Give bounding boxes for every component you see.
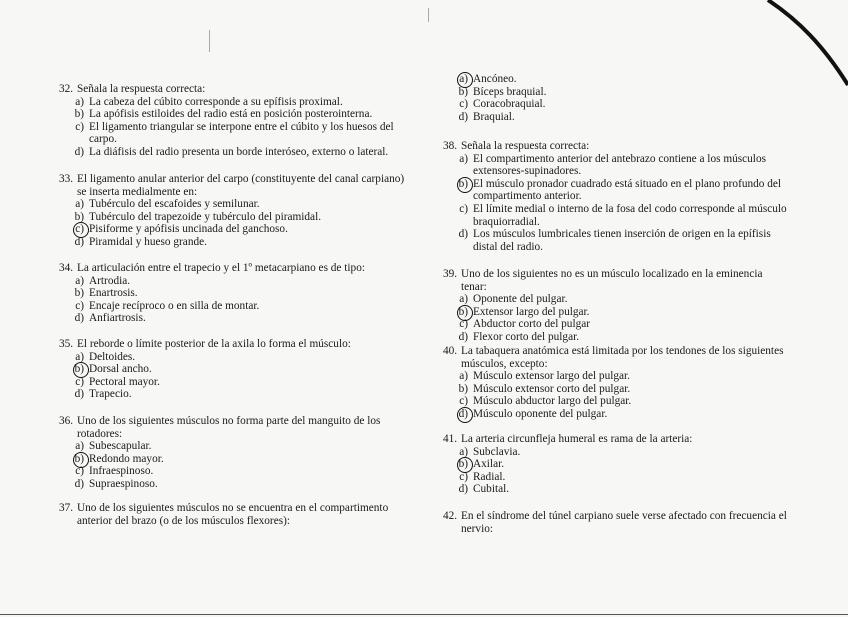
question-37 [59, 502, 409, 527]
option-text: Artrodia. [89, 274, 131, 287]
option-letter: a) [459, 293, 468, 306]
option-letter: d) [458, 110, 468, 123]
question-text: Uno de los siguientes músculos no se encuentra en el compartimento anterior del brazo (o de los músculos flexores): [77, 502, 389, 527]
question-33 [59, 173, 409, 249]
question-stem [443, 510, 788, 535]
option-letter: c) [75, 375, 84, 388]
question-stem [443, 140, 788, 153]
answer-option [453, 293, 788, 306]
question-number: 33. [59, 173, 74, 185]
option-letter: d) [74, 145, 84, 158]
option-letter: d) [74, 388, 84, 401]
option-letter: b) [453, 458, 473, 471]
question-number: 38. [443, 140, 458, 152]
answer-option-circled [453, 408, 788, 421]
answer-option [69, 236, 409, 249]
answer-option-circled [453, 178, 788, 203]
option-text: Tubérculo del trapezoide y tubérculo del piramidal. [89, 210, 322, 223]
option-text: Músculo abductor largo del pulgar. [473, 395, 632, 408]
option-text: Músculo oponente del pulgar. [473, 407, 608, 420]
option-text: Oponente del pulgar. [473, 293, 568, 306]
question-stem [59, 338, 409, 351]
option-letter: d) [74, 312, 84, 325]
option-letter: a) [459, 370, 468, 383]
answer-option-circled [69, 453, 409, 466]
option-letter: a) [75, 198, 84, 211]
option-text: Pectoral mayor. [89, 375, 160, 388]
option-text: Tubérculo del escafoides y semilunar. [89, 198, 260, 211]
option-text: Músculo extensor largo del pulgar. [473, 370, 630, 383]
option-letter: c) [459, 318, 468, 331]
option-text: Infraespinoso. [89, 465, 154, 478]
option-text: Abductor corto del pulgar [473, 318, 591, 331]
answer-option-circled [453, 73, 788, 86]
option-text: Redondo mayor. [89, 452, 164, 465]
option-text: Radial. [473, 470, 506, 483]
page-bottom-edge [0, 614, 848, 615]
option-text: Cubital. [473, 483, 510, 496]
answer-option [69, 465, 409, 478]
question-text: Uno de los siguientes músculos no forma parte del manguito de los rotadores: [77, 415, 381, 440]
question-32 [59, 83, 409, 159]
option-text: Flexor corto del pulgar. [473, 330, 580, 343]
option-letter: c) [75, 299, 84, 312]
answer-option [69, 300, 409, 313]
answer-option [69, 96, 409, 109]
answer-option [69, 275, 409, 288]
answer-option [453, 203, 788, 228]
question-text: En el síndrome del túnel carpiano suele verse afectado con frecuencia el nervio: [461, 510, 787, 535]
option-text: La apófisis estiloides del radio está en posición posterointerna. [89, 108, 373, 121]
scan-artifact [428, 8, 429, 22]
answer-option [69, 198, 409, 211]
option-letter: b) [74, 287, 84, 300]
option-text: Anfiartrosis. [89, 312, 146, 325]
option-text: La cabeza del cúbito corresponde a su epífisis proximal. [89, 95, 343, 108]
question-number: 40. [443, 345, 458, 357]
option-letter: b) [69, 453, 89, 466]
answer-option [453, 318, 788, 331]
question-text: La arteria circunfleja humeral es rama de la arteria: [461, 433, 693, 445]
question-stem [443, 345, 788, 370]
option-letter: a) [75, 350, 84, 363]
option-text: Encaje recíproco o en silla de montar. [89, 299, 260, 312]
answer-option [453, 383, 788, 396]
option-text: Braquial. [473, 110, 515, 123]
answer-option [69, 388, 409, 401]
answer-option [453, 370, 788, 383]
answer-option [453, 86, 788, 99]
option-letter: a) [75, 440, 84, 453]
question-text: El reborde o límite posterior de la axila lo forma el músculo: [77, 338, 351, 350]
question-stem [59, 83, 409, 96]
question-text: Señala la respuesta correcta: [77, 83, 206, 95]
option-text: Piramidal y hueso grande. [89, 235, 207, 248]
answer-option [69, 211, 409, 224]
question-number: 39. [443, 268, 458, 280]
option-letter: c) [459, 395, 468, 408]
option-letter: d) [453, 408, 473, 421]
option-letter: b) [453, 306, 473, 319]
answer-option-circled [69, 223, 409, 236]
option-text: Deltoides. [89, 350, 136, 363]
answer-option-circled [453, 306, 788, 319]
answer-option [69, 351, 409, 364]
option-letter: c) [69, 223, 89, 236]
answer-option [69, 146, 409, 159]
option-letter: b) [74, 210, 84, 223]
question-text: Uno de los siguientes no es un músculo localizado en la eminencia tenar: [461, 268, 763, 293]
option-letter: c) [459, 202, 468, 215]
question-39 [443, 268, 788, 344]
question-number: 36. [59, 415, 74, 427]
option-text: Bíceps braquial. [473, 85, 547, 98]
answer-option [453, 395, 788, 408]
option-letter: b) [69, 363, 89, 376]
answer-option [69, 312, 409, 325]
answer-option [453, 98, 788, 111]
option-letter: b) [453, 178, 473, 203]
answer-option [69, 376, 409, 389]
option-letter: a) [459, 152, 468, 165]
option-letter: c) [75, 120, 84, 133]
option-letter: d) [74, 477, 84, 490]
answer-option [453, 153, 788, 178]
question-number: 34. [59, 262, 74, 274]
question-stem [443, 268, 788, 293]
question-text: Señala la respuesta correcta: [461, 140, 590, 152]
option-text: El músculo pronador cuadrado está situado en el plano profundo del compartimento anterior. [473, 177, 782, 203]
answer-option [69, 108, 409, 121]
question-text: La tabaquera anatómica está limitada por los tendones de los siguientes músculos, excepto: [461, 345, 784, 370]
option-text: Enartrosis. [89, 287, 138, 300]
question-continued [443, 73, 788, 123]
question-number: 42. [443, 510, 458, 522]
option-text: Trapecio. [89, 388, 132, 401]
question-number: 37. [59, 502, 74, 514]
answer-option [69, 478, 409, 491]
option-text: Coracobraquial. [473, 98, 546, 111]
option-letter: d) [458, 330, 468, 343]
option-letter: a) [75, 95, 84, 108]
option-text: El ligamento triangular se interpone entre el cúbito y los huesos del carpo. [89, 120, 394, 146]
question-number: 35. [59, 338, 74, 350]
option-text: Subclavia. [473, 445, 521, 458]
question-stem [443, 433, 788, 446]
question-number: 32. [59, 83, 74, 95]
option-text: Pisiforme y apófisis uncinada del ganchoso. [89, 223, 288, 236]
option-text: Los músculos lumbricales tienen inserción de origen en la epífisis distal del radio. [473, 228, 771, 253]
option-letter: c) [459, 470, 468, 483]
answer-option-circled [453, 458, 788, 471]
option-letter: a) [459, 445, 468, 458]
question-stem [59, 262, 409, 275]
option-letter: c) [75, 465, 84, 478]
question-36 [59, 415, 409, 491]
answer-option [69, 121, 409, 146]
option-text: Subescapular. [89, 440, 152, 453]
question-38 [443, 140, 788, 253]
question-40 [443, 345, 788, 421]
question-35 [59, 338, 409, 401]
scan-artifact [209, 30, 210, 52]
answer-option [69, 440, 409, 453]
answer-option [453, 111, 788, 124]
question-42 [443, 510, 788, 535]
question-number: 41. [443, 433, 458, 445]
option-letter: a) [75, 274, 84, 287]
question-41 [443, 433, 788, 496]
question-stem [59, 415, 409, 440]
option-letter: d) [458, 228, 468, 241]
question-text: La articulación entre el trapecio y el 1º metacarpiano es de tipo: [77, 262, 365, 274]
answer-option [453, 471, 788, 484]
option-letter: b) [74, 108, 84, 121]
option-letter: d) [458, 483, 468, 496]
option-text: Músculo extensor corto del pulgar. [473, 382, 631, 395]
answer-option [69, 287, 409, 300]
option-text: Ancóneo. [473, 73, 517, 85]
answer-option-circled [69, 363, 409, 376]
option-letter: c) [459, 98, 468, 111]
answer-option [453, 483, 788, 496]
answer-option [453, 446, 788, 459]
question-stem [59, 173, 409, 198]
question-stem [59, 502, 409, 527]
answer-option [453, 331, 788, 344]
option-letter: d) [74, 235, 84, 248]
option-text: La diáfisis del radio presenta un borde interóseo, externo o lateral. [89, 145, 389, 158]
answer-option [453, 228, 788, 253]
option-text: Supraespinoso. [89, 477, 158, 490]
question-text: El ligamento anular anterior del carpo (constituyente del canal carpiano) se inserta medialmente en: [77, 173, 405, 198]
option-text: Axilar. [473, 458, 505, 471]
option-text: Extensor largo del pulgar. [473, 305, 590, 318]
option-text: Dorsal ancho. [89, 363, 152, 376]
option-letter: b) [458, 85, 468, 98]
option-letter: a) [453, 73, 473, 86]
option-text: El límite medial o interno de la fosa del codo corresponde al músculo braquiorradial. [473, 202, 787, 228]
question-34 [59, 262, 409, 325]
option-text: El compartimento anterior del antebrazo contiene a los músculos extensores-supinadores. [473, 152, 766, 178]
option-letter: b) [458, 382, 468, 395]
